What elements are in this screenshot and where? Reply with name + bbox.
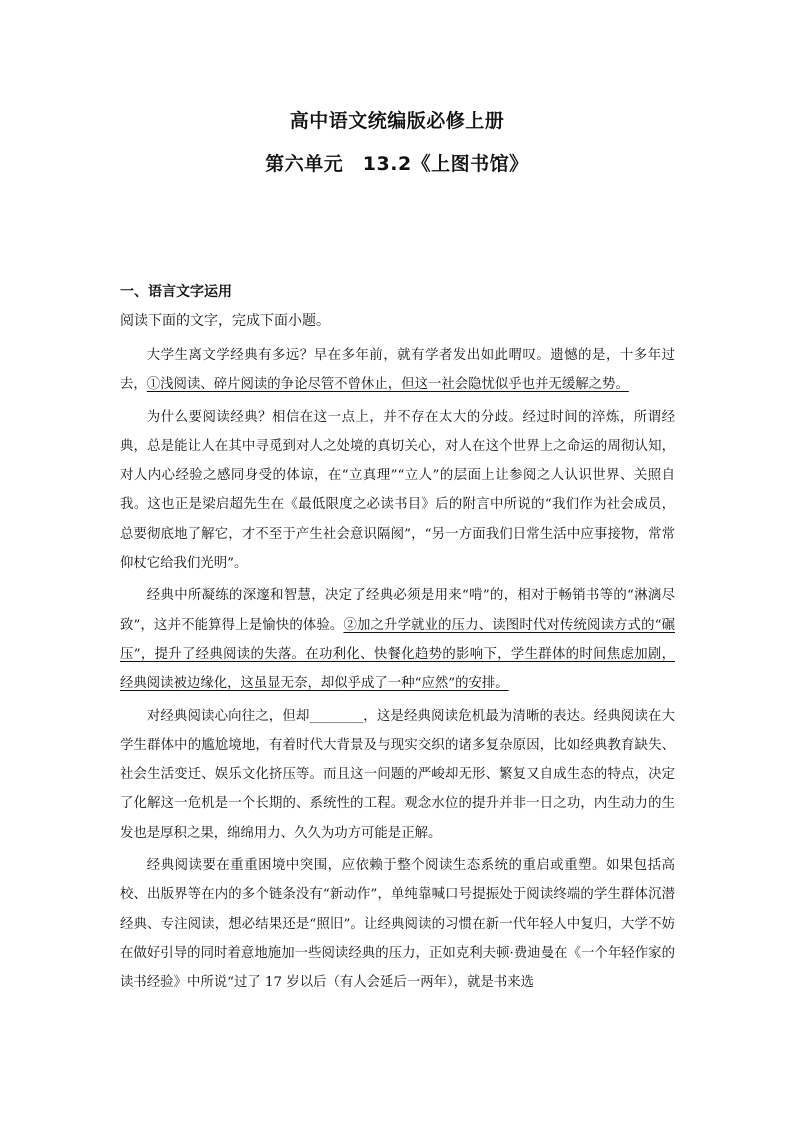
underlined-sentence-2: ②加之升学就业的压力、读图时代对传统阅读方式的“碾压”，提升了经典阅读的失落。在功利化、快餐化趋势的影响下，学生群体的时间焦虑加剧，经典阅读被边缘化，这虽显无奈，却似乎成了一种“应然”的安排。	[120, 617, 675, 692]
paragraph-2: 为什么要阅读经典？相信在这一点上，并不存在太大的分歧。经过时间的淬炼，所谓经典，总是能让人在其中寻觅到对人之处境的真切关心，对人在这个世界上之命运的周彻认知，对人内心经验之感同身受的体谅，在“立真理”“立人”的层面上让参阅之人认识世界、关照自我。这也正是梁启超先生在《最低限度之必读书目》后的附言中所说的“我们作为社会成员，总要彻底地了解它，才不至于产生社会意识隔阂”，“另一方面我们日常生活中应事接物，常常仰杖它给我们光明”。	[120, 409, 675, 572]
paragraph-5: 经典阅读要在重重困境中突围，应依赖于整个阅读生态系统的重启或重塑。如果包括高校、出版界等在内的多个链条没有“新动作”，单纯靠喊口号提振处于阅读终端的学生群体沉潜经典、专注阅读，想必结果还是“照旧”。让经典阅读的习惯在新一代年轻人中复归，大学不妨在做好引导的同时着意地施加一些阅读经典的压力，正如克利夫顿·费迪曼在《一个年轻作家的读书经验》中所说“过了 17 岁以后（有人会延后一两年），就是书来选	[120, 858, 675, 991]
fill-blank: ________	[309, 708, 364, 724]
section-heading: 一、语言文字运用	[120, 284, 232, 300]
paragraph-4-text-b: ，这是经典阅读危机最为清晰的表达。经典阅读在大学生群体中的尴尬境地，有着时代大背景及与现实交织的诸多复杂原因，比如经典教育缺失、社会生活变迁、娱乐文化挤压等。而且这一问题的严峻却无形、繁复又自成生态的特点，决定了化解这一危机是一个长期的、系统性的工程。观念水位的提升并非一日之功，内生动力的生发也是厚积之果，绵绵用力、久久为功方可能是正解。	[120, 708, 675, 841]
underlined-sentence-1: ①浅阅读、碎片阅读的争论尽管不曾休止，但这一社会隐忧似乎也并无缓解之势。	[146, 377, 629, 393]
paragraph-4	[120, 702, 675, 848]
instruction-text: 阅读下面的文字，完成下面小题。	[120, 313, 330, 329]
passage	[120, 341, 675, 1001]
document-subtitle: 第六单元 13.2《上图书馆》	[265, 153, 529, 175]
document-title: 高中语文统编版必修上册	[289, 110, 505, 132]
paragraph-4-text-a: 对经典阅读心向往之，但却	[146, 708, 310, 724]
paragraph-3	[120, 581, 675, 698]
paragraph-1	[120, 341, 675, 400]
paragraph-1-text: 大学生离文学经典有多远？早在多年前，就有学者发出如此喟叹。遗憾的是，十多年过去，	[120, 348, 675, 393]
paragraph-3-text: 经典中所凝练的深邃和智慧，决定了经典必须是用来“啃”的，相对于畅销书等的“淋漓尽致”，这并不能算得上是愉快的体验。	[120, 588, 675, 633]
